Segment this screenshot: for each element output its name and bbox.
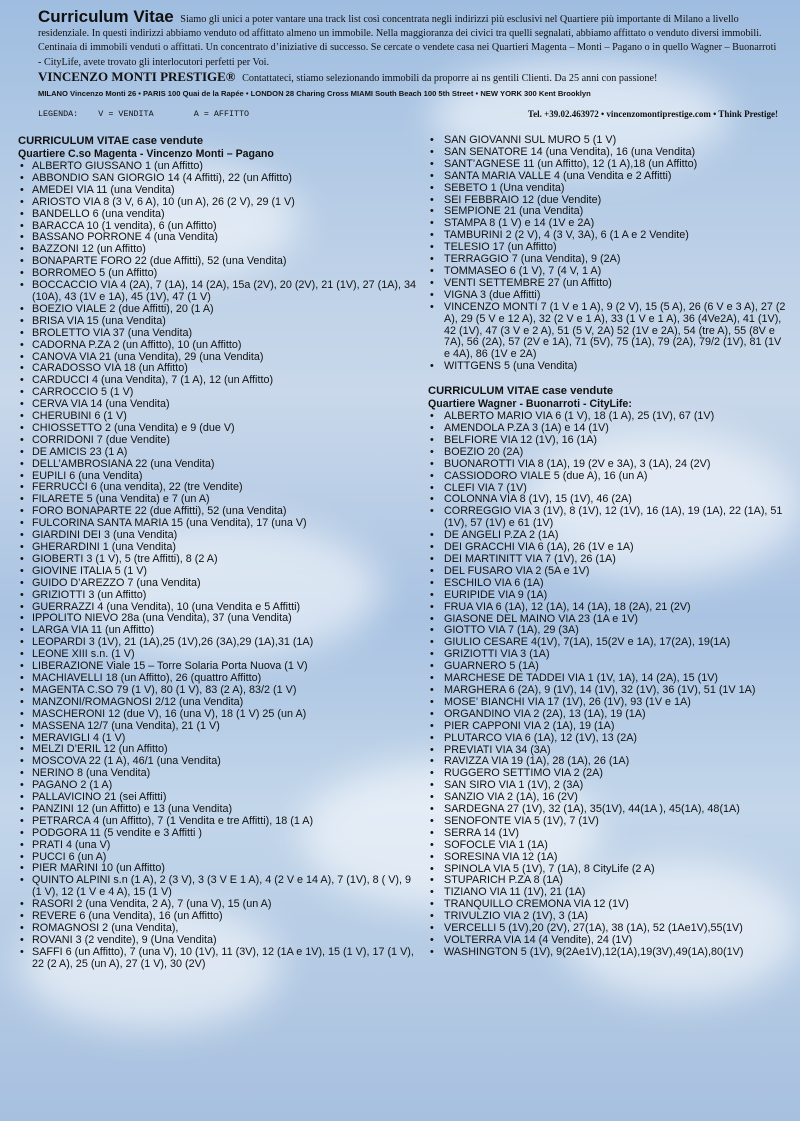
- address-item: • DELL’AMBROSIANA 22 (una Vendita): [18, 459, 418, 471]
- address-item: • SEBETO 1 (Una vendita): [428, 183, 788, 195]
- address-item: • RUGGERO SETTIMO VIA 2 (2A): [428, 768, 788, 780]
- address-item: • WITTGENS 5 (una Vendita): [428, 361, 788, 373]
- address-item: • GIOVINE ITALIA 5 (1 V): [18, 566, 418, 578]
- address-item: • TERRAGGIO 7 (una Vendita), 9 (2A): [428, 254, 788, 266]
- address-item: • VIGNA 3 (due Affitti): [428, 290, 788, 302]
- address-item: • CARADOSSO VIA 18 (un Affitto): [18, 363, 418, 375]
- address-item: • VOLTERRA VIA 14 (4 Vendite), 24 (1V): [428, 935, 788, 947]
- address-item: • SANT’AGNESE 11 (un Affitto), 12 (1 A),18 (un Affitto): [428, 159, 788, 171]
- address-item: • BARACCA 10 (1 vendita), 6 (un Affitto): [18, 221, 418, 233]
- address-item: • GIARDINI DEI 3 (una Vendita): [18, 530, 418, 542]
- address-item: • BOEZIO 20 (2A): [428, 447, 788, 459]
- address-item: • MOSCOVA 22 (1 A), 46/1 (una Vendita): [18, 756, 418, 768]
- address-item: • ALBERTO GIUSSANO 1 (un Affitto): [18, 161, 418, 173]
- address-item: • IPPOLITO NIEVO 28a (una Vendita), 37 (una Vendita): [18, 613, 418, 625]
- address-item: • GHERARDINI 1 (una Vendita): [18, 542, 418, 554]
- address-item: • GRIZIOTTI VIA 3 (1A): [428, 649, 788, 661]
- address-item: • CADORNA P.ZA 2 (un Affitto), 10 (un Affitto): [18, 340, 418, 352]
- contact-line: Tel. +39.02.463972 • vincenzomontiprestige.com • Think Prestige!: [527, 109, 778, 119]
- address-item: • RAVIZZA VIA 19 (1A), 28 (1A), 26 (1A): [428, 756, 788, 768]
- legend: LEGENDA: V = VENDITA A = AFFITTO: [38, 109, 250, 119]
- address-item: • FULCORINA SANTA MARIA 15 (una Vendita), 17 (una V): [18, 518, 418, 530]
- address-item: • VERCELLI 5 (1V),20 (2V), 27(1A), 38 (1A), 52 (1Ae1V),55(1V): [428, 923, 788, 935]
- header: [38, 7, 778, 101]
- address-item: • CLEFI VIA 7 (1V): [428, 483, 788, 495]
- address-item: • MAGENTA C.SO 79 (1 V), 80 (1 V), 83 (2 A), 83/2 (1 V): [18, 685, 418, 697]
- address-item: • SANZIO VIA 2 (1A), 16 (2V): [428, 792, 788, 804]
- address-item: • FERRUCCI 6 (una vendita), 22 (tre Vendite): [18, 482, 418, 494]
- address-item: • SPINOLA VIA 5 (1V), 7 (1A), 8 CityLife (2 A): [428, 864, 788, 876]
- address-item: • PLUTARCO VIA 6 (1A), 12 (1V), 13 (2A): [428, 733, 788, 745]
- address-item: • TRIVULZIO VIA 2 (1V), 3 (1A): [428, 911, 788, 923]
- address-item: • AMEDEI VIA 11 (una Vendita): [18, 185, 418, 197]
- address-item: • STAMPA 8 (1 V) e 14 (1V e 2A): [428, 218, 788, 230]
- address-item: • COLONNA VIA 8 (1V), 15 (1V), 46 (2A): [428, 494, 788, 506]
- address-item: • DEL FUSARO VIA 2 (5A e 1V): [428, 566, 788, 578]
- address-item: • SANTA MARIA VALLE 4 (una Vendita e 2 Affitti): [428, 171, 788, 183]
- address-item: • MARGHERA 6 (2A), 9 (1V), 14 (1V), 32 (1V), 36 (1V), 51 (1V 1A): [428, 685, 788, 697]
- address-item: • SAFFI 6 (un Affitto), 7 (una V), 10 (1V), 11 (3V), 12 (1A e 1V), 15 (1 V), 17 (1 V), 22 (2 A), 25 (un A), 27 (1 V), 30 (2V): [18, 947, 418, 971]
- address-item: • GUIDO D’AREZZO 7 (una Vendita): [18, 578, 418, 590]
- address-item: • SERRA 14 (1V): [428, 828, 788, 840]
- address-item: • DE AMICIS 23 (1 A): [18, 447, 418, 459]
- address-item: • REVERE 6 (una Vendita), 16 (un Affitto): [18, 911, 418, 923]
- address-item: • MACHIAVELLI 18 (un Affitto), 26 (quattro Affitto): [18, 673, 418, 685]
- address-item: • TRANQUILLO CREMONA VIA 12 (1V): [428, 899, 788, 911]
- address-item: • LEONE XIII s.n. (1 V): [18, 649, 418, 661]
- address-item: • NERINO 8 (una Vendita): [18, 768, 418, 780]
- address-item: • SAN SIRO VIA 1 (1V), 2 (3A): [428, 780, 788, 792]
- address-item: • ROMAGNOSI 2 (una Vendita),: [18, 923, 418, 935]
- address-item: • FRUA VIA 6 (1A), 12 (1A), 14 (1A), 18 (2A), 21 (2V): [428, 602, 788, 614]
- brand-name: VINCENZO MONTI PRESTIGE®: [38, 68, 236, 84]
- address-item: • PREVIATI VIA 34 (3A): [428, 745, 788, 757]
- address-item: • SAN SENATORE 14 (una Vendita), 16 (una Vendita): [428, 147, 788, 159]
- address-item: • MELZI D’ERIL 12 (un Affitto): [18, 744, 418, 756]
- address-item: • SEI FEBBRAIO 12 (due Vendite): [428, 195, 788, 207]
- address-item: • AMENDOLA P.ZA 3 (1A) e 14 (1V): [428, 423, 788, 435]
- address-item: • GUERRAZZI 4 (una Vendita), 10 (una Vendita e 5 Affitti): [18, 602, 418, 614]
- address-item: • CHIOSSETTO 2 (una Vendita) e 9 (due V): [18, 423, 418, 435]
- section-subtitle: Quartiere C.so Magenta - Vincenzo Monti – Pagano: [18, 148, 274, 160]
- address-item: • CASSIODORO VIALE 5 (due A), 16 (un A): [428, 471, 788, 483]
- address-item: • ABBONDIO SAN GIORGIO 14 (4 Affitti), 22 (un Affitto): [18, 173, 418, 185]
- address-item: • ARIOSTO VIA 8 (3 V, 6 A), 10 (un A), 26 (2 V), 29 (1 V): [18, 197, 418, 209]
- address-item: • QUINTO ALPINI s.n (1 A), 2 (3 V), 3 (3 V E 1 A), 4 (2 V e 14 A), 7 (1V), 8 ( V), 9 (1 V), 12 (1 V e 4 A), 15 (1 V): [18, 875, 418, 899]
- address-item: • ESCHILO VIA 6 (1A): [428, 578, 788, 590]
- address-item: • BANDELLO 6 (una vendita): [18, 209, 418, 221]
- address-item: • TAMBURINI 2 (2 V), 4 (3 V, 3A), 6 (1 A e 2 Vendite): [428, 230, 788, 242]
- address-item: • SEMPIONE 21 (una Vendita): [428, 206, 788, 218]
- section-title: CURRICULUM VITAE case vendute: [18, 135, 204, 147]
- address-item: • CORREGGIO VIA 3 (1V), 8 (1V), 12 (1V), 16 (1A), 19 (1A), 22 (1A), 51 (1V), 57 (1V) e 61 (1V): [428, 506, 788, 530]
- address-item: • FORO BONAPARTE 22 (due Affitti), 52 (una Vendita): [18, 506, 418, 518]
- address-item: • ORGANDINO VIA 2 (2A), 13 (1A), 19 (1A): [428, 709, 788, 721]
- offices-line: MILANO Vincenzo Monti 26 • PARIS 100 Quai de la Rapée • LONDON 28 Charing Cross MIAMI South Beach 100 5th Street • NEW YORK 300 Kent Brooklyn: [38, 89, 591, 99]
- address-item: • GUARNERO 5 (1A): [428, 661, 788, 673]
- address-list: [18, 161, 418, 971]
- address-item: • MASSENA 12/7 (una Vendita), 21 (1 V): [18, 721, 418, 733]
- left-column: [18, 135, 418, 971]
- address-item: • BROLETTO VIA 37 (una Vendita): [18, 328, 418, 340]
- address-item: • MANZONI/ROMAGNOSI 2/12 (una Vendita): [18, 697, 418, 709]
- address-item: • CORRIDONI 7 (due Vendite): [18, 435, 418, 447]
- address-item: • PUCCI 6 (un A): [18, 852, 418, 864]
- address-item: • LEOPARDI 3 (1V), 21 (1A),25 (1V),26 (3A),29 (1A),31 (1A): [18, 637, 418, 649]
- address-item: • PIER CAPPONI VIA 2 (1A), 19 (1A): [428, 721, 788, 733]
- address-item: • CANOVA VIA 21 (una Vendita), 29 (una Vendita): [18, 352, 418, 364]
- address-item: • SORESINA VIA 12 (1A): [428, 852, 788, 864]
- address-item: • WASHINGTON 5 (1V), 9(2Ae1V),12(1A),19(3V),49(1A),80(1V): [428, 947, 788, 959]
- address-item: • GIASONE DEL MAINO VIA 23 (1A e 1V): [428, 614, 788, 626]
- address-item: • CARDUCCI 4 (una Vendita), 7 (1 A), 12 (un Affitto): [18, 375, 418, 387]
- address-item: • SAN GIOVANNI SUL MURO 5 (1 V): [428, 135, 788, 147]
- address-item: • SENOFONTE VIA 5 (1V), 7 (1V): [428, 816, 788, 828]
- address-item: • TELESIO 17 (un Affitto): [428, 242, 788, 254]
- address-item: • GIOTTO VIA 7 (1A), 29 (3A): [428, 625, 788, 637]
- address-item: • BRISA VIA 15 (una Vendita): [18, 316, 418, 328]
- section-subtitle: Quartiere Wagner - Buonarroti - CityLife:: [428, 398, 632, 411]
- address-item: • SARDEGNA 27 (1V), 32 (1A), 35(1V), 44(1A ), 45(1A), 48(1A): [428, 804, 788, 816]
- right-column: [428, 135, 788, 959]
- address-item: • MERAVIGLI 4 (1 V): [18, 733, 418, 745]
- address-item: • MASCHERONI 12 (due V), 16 (una V), 18 (1 V) 25 (un A): [18, 709, 418, 721]
- address-item: • BAZZONI 12 (un Affitto): [18, 244, 418, 256]
- section-title: CURRICULUM VITAE case vendute: [428, 385, 614, 398]
- brand-tagline: Contattateci, stiamo selezionando immobili da proporre ai ns gentili Clienti. Da 25 anni con passione!: [242, 72, 658, 84]
- address-item: • GRIZIOTTI 3 (un Affitto): [18, 590, 418, 602]
- intro-text: Siamo gli unici a poter vantare una track list così concentrata negli indirizzi più esclusivi nel Quartiere più importante di Milano a livello residenziale. In questi indirizzi abbiamo venduto od affittato almeno un immobile. Nella maggioranza dei civici tra quelli segnalati, abbiamo affittato o venduto diversi immobili. Centinaia di immobili venduti o affittati. Un concentrato d’iniziative di successo. Se cercate o vendete casa nei Quartieri Magenta – Monti – Pagano o in quello Wagner – Buonarroti - CityLife, avete trovato gli interlocutori perfetti per Voi.: [38, 14, 777, 68]
- address-item: • VENTI SETTEMBRE 27 (un Affitto): [428, 278, 788, 290]
- address-item: • STUPARICH P.ZA 8 (1A): [428, 875, 788, 887]
- address-item: • MOSE’ BIANCHI VIA 17 (1V), 26 (1V), 93 (1V e 1A): [428, 697, 788, 709]
- address-item: • VINCENZO MONTI 7 (1 V e 1 A), 9 (2 V), 15 (5 A), 26 (6 V e 3 A), 27 (2 A), 29 (5 V e 12 A), 32 (2 V e 1 A), 33 (1 V e 1 A), 36 (4Ve2A), 41 (1V), 42 (1V), 47 (3 V e 2 A), 51 (5 V, 2A) 52 (1V e 2A), 54 (tre A), 55 (8V e 7A), 56 (2A), 57 (2V e 1A), 71 (5V), 75 (1A), 79 (2A), 79/2 (1V), 81 (1V e 4A), 86 (1V e 2A): [428, 302, 788, 362]
- address-item: • TOMMASEO 6 (1 V), 7 (4 V, 1 A): [428, 266, 788, 278]
- address-list: [428, 135, 788, 373]
- legend-row: [38, 109, 778, 123]
- address-item: • ALBERTO MARIO VIA 6 (1 V), 18 (1 A), 25 (1V), 67 (1V): [428, 411, 788, 423]
- address-item: • RASORI 2 (una Vendita, 2 A), 7 (una V), 15 (un A): [18, 899, 418, 911]
- document-title: Curriculum Vitae: [38, 7, 174, 26]
- address-item: • CHERUBINI 6 (1 V): [18, 411, 418, 423]
- address-item: • EURIPIDE VIA 9 (1A): [428, 590, 788, 602]
- address-item: • DE ANGELI P.ZA 2 (1A): [428, 530, 788, 542]
- address-item: • CERVA VIA 14 (una Vendita): [18, 399, 418, 411]
- address-item: • MARCHESE DE TADDEI VIA 1 (1V, 1A), 14 (2A), 15 (1V): [428, 673, 788, 685]
- address-item: • DEI MARTINITT VIA 7 (1V), 26 (1A): [428, 554, 788, 566]
- address-item: • PRATI 4 (una V): [18, 840, 418, 852]
- address-item: • FILARETE 5 (una Vendita) e 7 (un A): [18, 494, 418, 506]
- address-item: • SOFOCLE VIA 1 (1A): [428, 840, 788, 852]
- address-item: • BORROMEO 5 (un Affitto): [18, 268, 418, 280]
- address-item: • GIOBERTI 3 (1 V), 5 (tre Affitti), 8 (2 A): [18, 554, 418, 566]
- address-item: • BELFIORE VIA 12 (1V), 16 (1A): [428, 435, 788, 447]
- address-item: • PALLAVICINO 21 (sei Affitti): [18, 792, 418, 804]
- address-item: • BOEZIO VIALE 2 (due Affitti), 20 (1 A): [18, 304, 418, 316]
- address-item: • PIER MARINI 10 (un Affitto): [18, 863, 418, 875]
- address-item: • EUPILI 6 (una Vendita): [18, 471, 418, 483]
- address-item: • PODGORA 11 (5 vendite e 3 Affitti ): [18, 828, 418, 840]
- address-item: • BUONAROTTI VIA 8 (1A), 19 (2V e 3A), 3 (1A), 24 (2V): [428, 459, 788, 471]
- address-item: • BOCCACCIO VIA 4 (2A), 7 (1A), 14 (2A), 15a (2V), 20 (2V), 21 (1V), 27 (1A), 34 (10A), 43 (1V e 1A), 45 (1V), 47 (1 V): [18, 280, 418, 304]
- address-item: • PANZINI 12 (un Affitto) e 13 (una Vendita): [18, 804, 418, 816]
- address-item: • GIULIO CESARE 4(1V), 7(1A), 15(2V e 1A), 17(2A), 19(1A): [428, 637, 788, 649]
- address-item: • PAGANO 2 (1 A): [18, 780, 418, 792]
- address-item: • TIZIANO VIA 11 (1V), 21 (1A): [428, 887, 788, 899]
- address-item: • ROVANI 3 (2 vendite), 9 (Una Vendita): [18, 935, 418, 947]
- address-item: • BONAPARTE FORO 22 (due Affitti), 52 (una Vendita): [18, 256, 418, 268]
- address-item: • PETRARCA 4 (un Affitto), 7 (1 Vendita e tre Affitti), 18 (1 A): [18, 816, 418, 828]
- address-item: • CARROCCIO 5 (1 V): [18, 387, 418, 399]
- address-item: • DEI GRACCHI VIA 6 (1A), 26 (1V e 1A): [428, 542, 788, 554]
- address-item: • LARGA VIA 11 (un Affitto): [18, 625, 418, 637]
- address-list: [428, 411, 788, 959]
- address-item: • BASSANO PORRONE 4 (una Vendita): [18, 232, 418, 244]
- address-item: • LIBERAZIONE Viale 15 – Torre Solaria Porta Nuova (1 V): [18, 661, 418, 673]
